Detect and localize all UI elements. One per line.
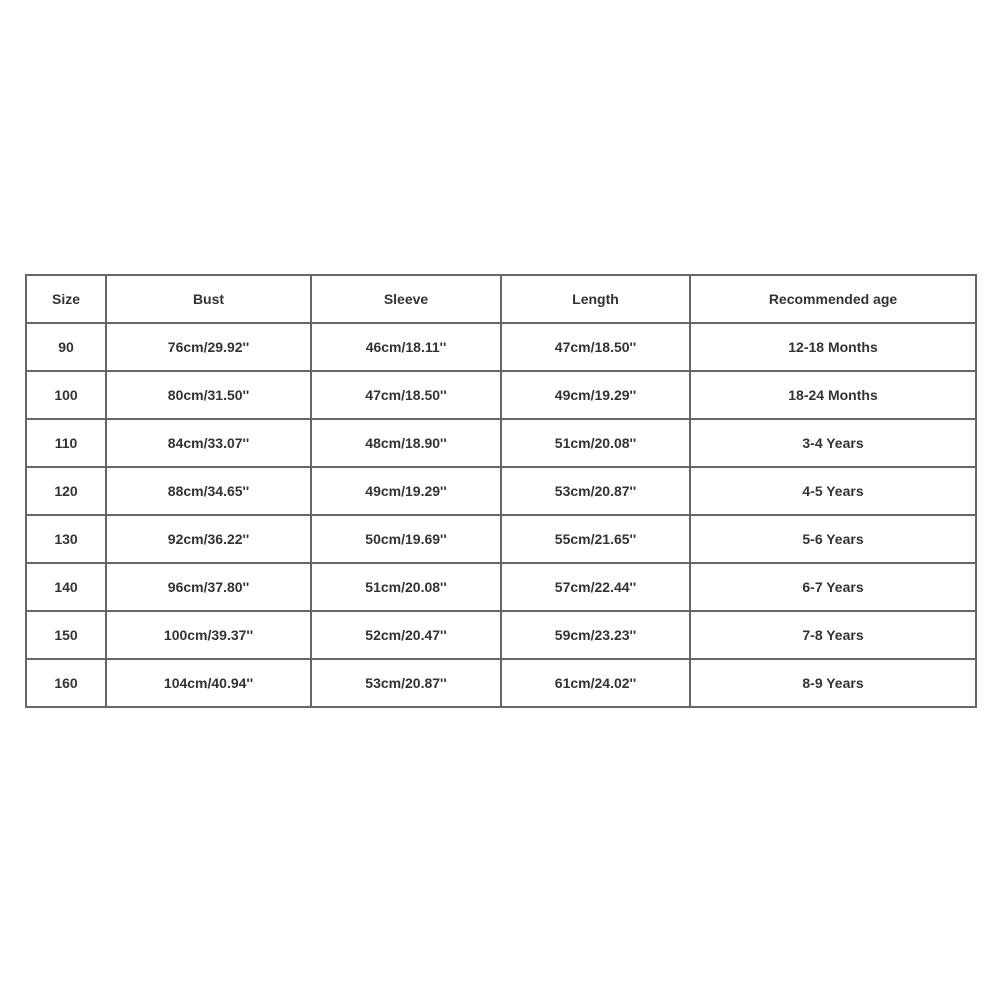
- cell-bust: 96cm/37.80'': [107, 564, 312, 612]
- cell-recommended-age: 3-4 Years: [691, 420, 977, 468]
- table-row: [27, 468, 977, 516]
- cell-sleeve: 52cm/20.47'': [312, 612, 502, 660]
- cell-recommended-age: 18-24 Months: [691, 372, 977, 420]
- cell-size: 140: [27, 564, 107, 612]
- cell-size: 120: [27, 468, 107, 516]
- table-row: [27, 612, 977, 660]
- cell-size: 90: [27, 324, 107, 372]
- cell-sleeve: 53cm/20.87'': [312, 660, 502, 708]
- cell-sleeve: 48cm/18.90'': [312, 420, 502, 468]
- cell-size: 150: [27, 612, 107, 660]
- cell-sleeve: 47cm/18.50'': [312, 372, 502, 420]
- header-recommended-age: Recommended age: [691, 276, 977, 324]
- cell-size: 110: [27, 420, 107, 468]
- cell-recommended-age: 6-7 Years: [691, 564, 977, 612]
- table-row: [27, 564, 977, 612]
- cell-sleeve: 49cm/19.29'': [312, 468, 502, 516]
- cell-length: 59cm/23.23'': [502, 612, 691, 660]
- cell-bust: 104cm/40.94'': [107, 660, 312, 708]
- cell-length: 53cm/20.87'': [502, 468, 691, 516]
- cell-recommended-age: 12-18 Months: [691, 324, 977, 372]
- cell-size: 130: [27, 516, 107, 564]
- table-row: [27, 516, 977, 564]
- cell-bust: 76cm/29.92'': [107, 324, 312, 372]
- cell-sleeve: 51cm/20.08'': [312, 564, 502, 612]
- cell-recommended-age: 5-6 Years: [691, 516, 977, 564]
- header-bust: Bust: [107, 276, 312, 324]
- table-row: [27, 660, 977, 708]
- cell-bust: 84cm/33.07'': [107, 420, 312, 468]
- header-size: Size: [27, 276, 107, 324]
- cell-length: 57cm/22.44'': [502, 564, 691, 612]
- table-row: [27, 420, 977, 468]
- cell-recommended-age: 7-8 Years: [691, 612, 977, 660]
- cell-recommended-age: 4-5 Years: [691, 468, 977, 516]
- size-chart-table: [25, 274, 977, 708]
- header-sleeve: Sleeve: [312, 276, 502, 324]
- cell-size: 160: [27, 660, 107, 708]
- cell-length: 55cm/21.65'': [502, 516, 691, 564]
- cell-bust: 80cm/31.50'': [107, 372, 312, 420]
- cell-length: 47cm/18.50'': [502, 324, 691, 372]
- cell-recommended-age: 8-9 Years: [691, 660, 977, 708]
- table-row: [27, 324, 977, 372]
- cell-length: 51cm/20.08'': [502, 420, 691, 468]
- cell-bust: 92cm/36.22'': [107, 516, 312, 564]
- header-row: [27, 276, 977, 324]
- cell-bust: 88cm/34.65'': [107, 468, 312, 516]
- cell-bust: 100cm/39.37'': [107, 612, 312, 660]
- cell-length: 49cm/19.29'': [502, 372, 691, 420]
- table-row: [27, 372, 977, 420]
- cell-sleeve: 50cm/19.69'': [312, 516, 502, 564]
- header-length: Length: [502, 276, 691, 324]
- cell-sleeve: 46cm/18.11'': [312, 324, 502, 372]
- cell-size: 100: [27, 372, 107, 420]
- cell-length: 61cm/24.02'': [502, 660, 691, 708]
